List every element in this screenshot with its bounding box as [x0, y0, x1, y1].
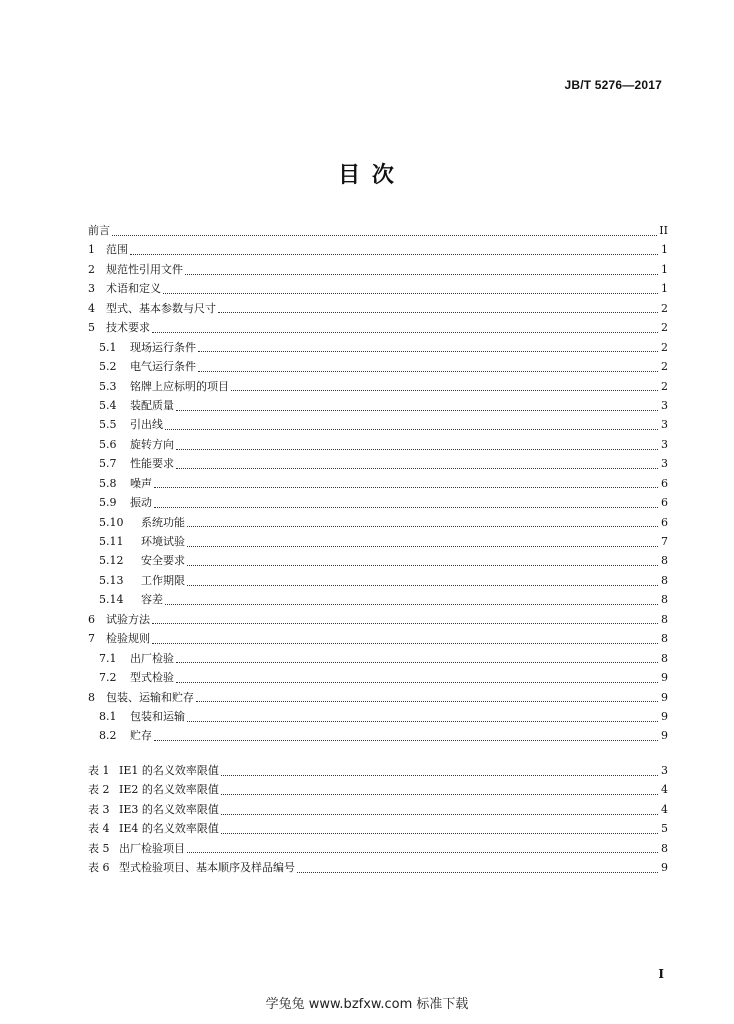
toc-entry-number: 8.2 [99, 729, 117, 743]
toc-entry-label: IE3 的名义效率限值 [119, 802, 219, 816]
toc-entry[interactable] [88, 707, 668, 726]
dot-leader [196, 700, 658, 702]
toc-entry[interactable] [88, 780, 668, 799]
toc-entry[interactable] [88, 551, 668, 570]
toc-entry[interactable] [88, 513, 668, 532]
toc-entry-label: 噪声 [130, 476, 152, 490]
toc-entry-page: 9 [661, 690, 668, 704]
toc-entry-label: 包装、运输和贮存 [106, 690, 194, 704]
toc-entry-number: 5.3 [99, 379, 117, 393]
toc-entry-label: 装配质量 [130, 398, 174, 412]
toc-entry-label: 现场运行条件 [130, 340, 196, 354]
toc-entry[interactable] [88, 415, 668, 434]
dot-leader [152, 622, 658, 624]
toc-entry-label: 术语和定义 [106, 282, 161, 296]
dot-leader [152, 642, 658, 644]
toc-entry-page: 4 [661, 783, 668, 797]
dot-leader [176, 681, 658, 683]
toc-entry-number: 7.2 [99, 671, 117, 685]
toc-entry-number: 5.6 [99, 437, 117, 451]
toc-entry[interactable] [88, 357, 668, 376]
dot-leader [187, 564, 658, 566]
toc-entry-page: 3 [661, 457, 668, 471]
toc-entry-page: 9 [661, 729, 668, 743]
toc-entry[interactable] [88, 299, 668, 318]
toc-entry-number: 5.4 [99, 398, 117, 412]
toc-entry-page: 2 [661, 321, 668, 335]
toc-entry[interactable] [88, 260, 668, 279]
page-number: I [658, 967, 664, 981]
toc-entry-label: 试验方法 [106, 612, 150, 626]
dot-leader [221, 813, 658, 815]
toc-entry-number: 5 [88, 321, 95, 335]
toc-entry-label: 振动 [130, 496, 152, 510]
toc-entry[interactable] [88, 338, 668, 357]
toc-entry[interactable] [88, 532, 668, 551]
toc-entry-number: 表 5 [88, 841, 110, 855]
toc-entry-page: 1 [661, 282, 668, 296]
toc-entry-number: 3 [88, 282, 95, 296]
toc-entry[interactable] [88, 221, 668, 240]
toc-entry-label: IE4 的名义效率限值 [119, 822, 219, 836]
toc-entry-page: 2 [661, 340, 668, 354]
dot-leader [221, 774, 658, 776]
dot-leader [221, 793, 658, 795]
toc-entry[interactable] [88, 435, 668, 454]
dot-leader [221, 832, 658, 834]
dot-leader [218, 311, 658, 313]
toc-entry-label: 出厂检验项目 [119, 841, 185, 855]
toc-entry-number: 7 [88, 632, 95, 646]
standard-code: JB/T 5276—2017 [564, 78, 662, 92]
toc-entry-number: 4 [88, 301, 95, 315]
dot-leader [165, 603, 658, 605]
toc-entry[interactable] [88, 590, 668, 609]
dot-leader [185, 273, 658, 275]
dot-leader [297, 871, 658, 873]
toc-entry-label: 环境试验 [141, 535, 185, 548]
toc-entry-page: 3 [661, 418, 668, 432]
dot-leader [154, 739, 658, 741]
dot-leader [187, 545, 658, 547]
dot-leader [176, 467, 658, 469]
toc-entry-label: 性能要求 [130, 457, 174, 471]
toc-entry-number: 8 [88, 690, 95, 704]
toc-entry[interactable] [88, 240, 668, 259]
toc-entry-label: 系统功能 [141, 515, 185, 529]
toc-entry-label: 前言 [88, 224, 110, 237]
dot-leader [130, 253, 658, 255]
toc-entry[interactable] [88, 493, 668, 512]
toc-entry-page: 2 [661, 301, 668, 315]
toc-entry[interactable] [88, 377, 668, 396]
dot-leader [112, 234, 657, 236]
dot-leader [154, 486, 658, 488]
toc-entry-label: IE2 的名义效率限值 [119, 783, 219, 797]
toc-entry-page: 9 [661, 671, 668, 685]
toc-entry-number: 6 [88, 612, 95, 626]
toc-entry[interactable] [88, 610, 668, 629]
toc-entry-label: 出厂检验 [130, 651, 174, 665]
toc-entry-label: 技术要求 [106, 321, 150, 335]
toc-entry-number: 表 3 [88, 802, 110, 816]
toc-entry[interactable] [88, 858, 668, 877]
dot-leader [176, 448, 658, 450]
dot-leader [176, 409, 658, 411]
toc-entry-page: 1 [661, 243, 668, 257]
toc-entry-page: 9 [661, 861, 668, 875]
toc-entry[interactable] [88, 800, 668, 819]
toc-entry[interactable] [88, 571, 668, 590]
dot-leader [231, 389, 658, 391]
toc-entry-page: 3 [661, 437, 668, 451]
toc-entry-page: 7 [661, 535, 668, 548]
toc-entry-page: 1 [661, 262, 668, 276]
dot-leader [187, 525, 658, 527]
dot-leader [176, 661, 658, 663]
dot-leader [198, 370, 658, 372]
toc-entry[interactable] [88, 726, 668, 745]
toc-entry-number: 表 4 [88, 822, 110, 836]
toc-entry-page: 9 [661, 709, 668, 723]
toc-entry-number: 5.5 [99, 418, 117, 432]
toc-entry-number: 1 [88, 243, 95, 257]
toc-entry-page: 8 [661, 841, 668, 855]
toc-entry-number: 表 6 [88, 861, 110, 875]
toc-entry-number: 7.1 [99, 651, 117, 665]
toc-entry-page: 8 [661, 593, 668, 607]
toc-entry-number: 8.1 [99, 709, 117, 723]
table-list [88, 761, 668, 878]
toc-entry-label: 型式、基本参数与尺寸 [106, 301, 216, 315]
toc-entry-label: 型式检验 [130, 671, 174, 685]
toc-entry-page: 4 [661, 802, 668, 816]
toc-entry-label: 规范性引用文件 [106, 262, 183, 276]
toc-entry-label: 旋转方向 [130, 437, 174, 451]
toc-entry-number: 表 2 [88, 783, 110, 797]
toc-entry-number: 5.7 [99, 457, 117, 471]
toc-entry-number: 5.14 [99, 593, 124, 607]
footer-watermark: 学兔兔 www.bzfxw.com 标准下载 [265, 997, 469, 1012]
toc-entry-page: 8 [661, 554, 668, 568]
toc-entry-page: II [659, 224, 668, 237]
toc-entry-label: 铭牌上应标明的项目 [130, 379, 229, 393]
toc-entry-number: 5.11 [99, 535, 124, 548]
toc-entry[interactable] [88, 649, 668, 668]
toc-entry-page: 6 [661, 476, 668, 490]
toc-entry-page: 8 [661, 612, 668, 626]
toc-entry-number: 表 1 [88, 764, 110, 777]
toc-entry[interactable] [88, 396, 668, 415]
dot-leader [198, 350, 658, 352]
toc-entry[interactable] [88, 318, 668, 337]
toc-entry-number: 5.1 [99, 340, 117, 354]
dot-leader [163, 292, 658, 294]
toc-entry-label: 包装和运输 [130, 709, 185, 723]
toc-entry-page: 3 [661, 398, 668, 412]
toc-entry-label: 型式检验项目、基本顺序及样品编号 [119, 861, 295, 875]
toc-entry-page: 2 [661, 379, 668, 393]
toc-entry-page: 5 [661, 822, 668, 836]
toc-entry-page: 3 [661, 764, 668, 777]
toc-entry-number: 5.9 [99, 496, 117, 510]
toc-entry[interactable] [88, 761, 668, 780]
toc-entry-page: 2 [661, 360, 668, 374]
dot-leader [187, 851, 658, 853]
toc-entry-number: 2 [88, 262, 95, 276]
toc-entry-label: IE1 的名义效率限值 [119, 764, 219, 777]
toc-entry-number: 5.2 [99, 360, 117, 374]
toc-entry-label: 安全要求 [141, 554, 185, 568]
toc-entry[interactable] [88, 839, 668, 858]
toc-entry-label: 贮存 [130, 729, 152, 743]
dot-leader [187, 584, 658, 586]
dot-leader [154, 506, 658, 508]
toc-entry[interactable] [88, 279, 668, 298]
toc-entry[interactable] [88, 819, 668, 838]
toc-entry-page: 6 [661, 515, 668, 529]
toc-entry-label: 检验规则 [106, 632, 150, 646]
toc-entry-page: 8 [661, 632, 668, 646]
dot-leader [165, 428, 658, 430]
toc-entry[interactable] [88, 474, 668, 493]
toc-list [88, 221, 668, 746]
toc-entry-number: 5.13 [99, 573, 124, 587]
toc-entry[interactable] [88, 454, 668, 473]
toc-entry[interactable] [88, 688, 668, 707]
toc-entry-number: 5.12 [99, 554, 124, 568]
toc-entry-label: 引出线 [130, 418, 163, 432]
dot-leader [187, 720, 658, 722]
toc-entry-label: 工作期限 [141, 573, 185, 587]
toc-entry-page: 6 [661, 496, 668, 510]
dot-leader [152, 331, 658, 333]
toc-entry-label: 范围 [106, 243, 128, 257]
toc-entry-number: 5.10 [99, 515, 124, 529]
toc-entry-page: 8 [661, 651, 668, 665]
toc-entry-label: 容差 [141, 593, 163, 607]
toc-entry-page: 8 [661, 573, 668, 587]
toc-entry-number: 5.8 [99, 476, 117, 490]
toc-entry[interactable] [88, 668, 668, 687]
toc-entry-label: 电气运行条件 [130, 360, 196, 374]
toc-entry[interactable] [88, 629, 668, 648]
page-title: 目 次 [338, 163, 396, 188]
